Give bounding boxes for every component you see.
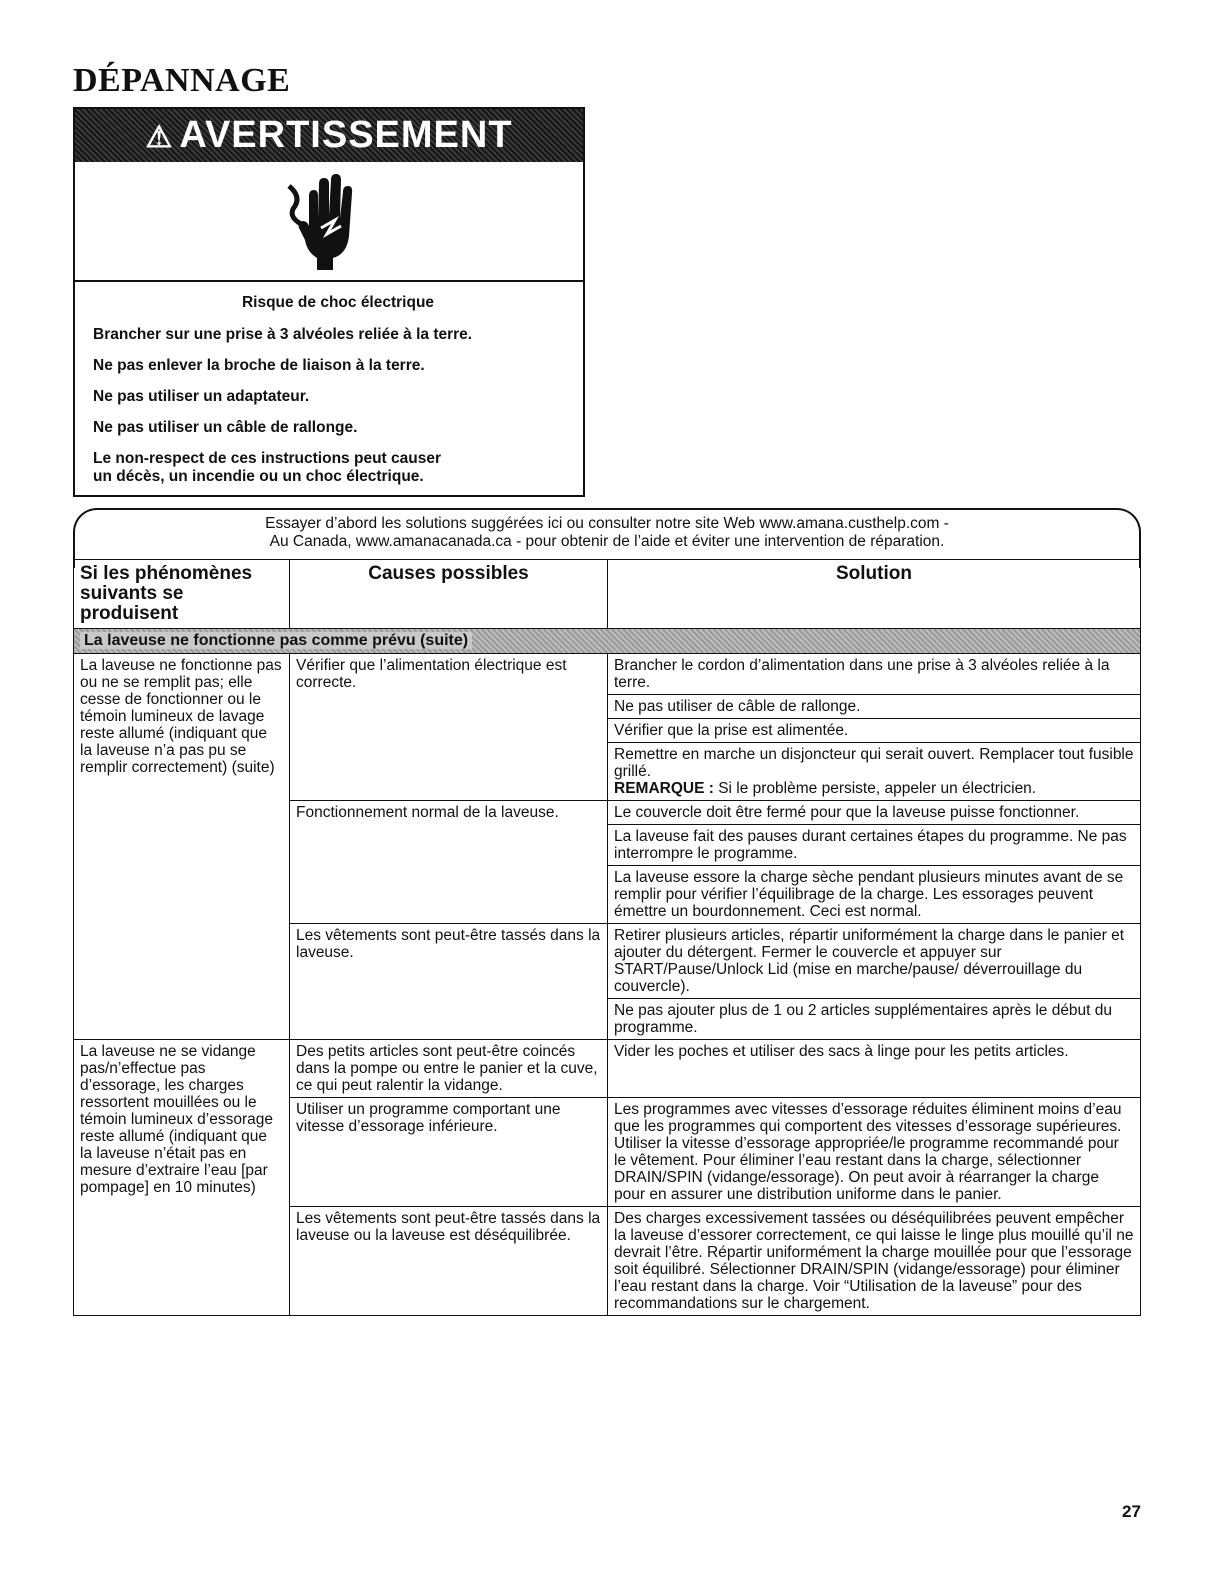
intro-text xyxy=(73,515,1141,551)
solution-cell: Ne pas utiliser de câble de rallonge. xyxy=(608,695,1141,719)
cause-cell: Les vêtements sont peut-être tassés dans la laveuse. xyxy=(290,924,608,1040)
header-problem-line: suivants se produisent xyxy=(80,583,184,624)
note-label: REMARQUE : xyxy=(614,780,714,797)
solution-cell: Retirer plusieurs articles, répartir uniformément la charge dans le panier et ajouter du détergent. Fermer le couvercle et appuyer sur START/Pause/Unlock Lid (mise en marche/pause/ déverrouillage du couvercle). xyxy=(608,924,1141,999)
table-header-row xyxy=(74,560,1141,629)
table-row xyxy=(74,1040,1141,1098)
warning-header xyxy=(75,109,583,162)
section-title xyxy=(74,629,1141,654)
warning-line: Le non-respect de ces instructions peut causer xyxy=(93,450,441,467)
solution-cell: La laveuse essore la charge sèche pendant plusieurs minutes avant de se remplir pour vérifier l’équilibrage de la charge. Les essorages peuvent émettre un bourdonnement. Ceci est normal. xyxy=(608,866,1141,924)
electric-shock-hand-icon xyxy=(75,162,583,282)
page-title: DÉPANNAGE xyxy=(73,62,291,99)
header-problem-line: Si les phénomènes xyxy=(80,563,253,584)
solution-cell: Des charges excessivement tassées ou déséquilibrées peuvent empêcher la laveuse d’essorer correctement, ce qui laisse le linge plus mouillé qu’il ne devrait l’être. Répartir uniformément la charge mouillée pour que l’essorage soit équilibré. Sélectionner DRAIN/SPIN (vidange/essorage) pour éliminer l’eau restant dans la charge. Voir “Utilisation de la laveuse” pour des recommandations sur le chargement. xyxy=(608,1207,1141,1316)
warning-line: Ne pas utiliser un câble de rallonge. xyxy=(93,419,358,436)
note-text: Si le problème persiste, appeler un électricien. xyxy=(713,780,1037,797)
warning-text xyxy=(75,282,583,486)
problem-cell: La laveuse ne fonctionne pas ou ne se remplit pas; elle cesse de fonctionner ou le témoin lumineux de lavage reste allumé (indiquant que la laveuse n’a pas pu se remplir correctement) (suite) xyxy=(74,654,290,1040)
warning-box xyxy=(73,107,585,497)
problem-cell: La laveuse ne se vidange pas/n’effectue pas d’essorage, les charges ressortent mouillées ou le témoin lumineux d’essorage reste allumé (indiquant que la laveuse n’était pas en mesure d’extraire l’eau [par pompage] en 10 minutes) xyxy=(74,1040,290,1316)
solution-cell xyxy=(608,743,1141,801)
solution-cell: Les programmes avec vitesses d’essorage réduites éliminent moins d’eau que les programmes qui comportent des vitesses d’essorage supérieures. Utiliser la vitesse d’essorage appropriée/le programme recommandé pour le vêtement. Pour éliminer l’eau restant dans la charge, sélectionner DRAIN/SPIN (vidange/essorage). On peut avoir à réarranger la charge pour en assurer une distribution uniforme dans le panier. xyxy=(608,1098,1141,1207)
cause-cell: Des petits articles sont peut-être coincés dans la pompe ou entre le panier et la cuve, ce qui peut ralentir la vidange. xyxy=(290,1040,608,1098)
solution-cell: Ne pas ajouter plus de 1 ou 2 articles supplémentaires après le début du programme. xyxy=(608,999,1141,1040)
intro-line: Essayer d’abord les solutions suggérées ici ou consulter notre site Web www.amana.custhelp.com - xyxy=(265,515,949,532)
solution-cell: Vérifier que la prise est alimentée. xyxy=(608,719,1141,743)
table-row xyxy=(74,654,1141,695)
warning-line: Ne pas utiliser un adaptateur. xyxy=(93,388,310,405)
warning-line: un décès, un incendie ou un choc électrique. xyxy=(93,468,424,485)
cause-cell: Vérifier que l’alimentation électrique est correcte. xyxy=(290,654,608,801)
warning-triangle-icon: ⚠ xyxy=(145,121,174,154)
section-title-label: La laveuse ne fonctionne pas comme prévu (suite) xyxy=(80,632,472,649)
warning-line: Brancher sur une prise à 3 alvéoles reliée à la terre. xyxy=(93,326,473,343)
solution-cell: La laveuse fait des pauses durant certaines étapes du programme. Ne pas interrompre le programme. xyxy=(608,825,1141,866)
section-row xyxy=(74,629,1141,654)
solution-cell: Le couvercle doit être fermé pour que la laveuse puisse fonctionner. xyxy=(608,801,1141,825)
solution-text: Remettre en marche un disjoncteur qui serait ouvert. Remplacer tout fusible grillé. xyxy=(614,746,1134,780)
warning-header-label: AVERTISSEMENT xyxy=(179,114,513,156)
solution-cell: Brancher le cordon d’alimentation dans une prise à 3 alvéoles reliée à la terre. xyxy=(608,654,1141,695)
header-causes: Causes possibles xyxy=(290,560,608,629)
warning-line: Ne pas enlever la broche de liaison à la terre. xyxy=(93,357,425,374)
intro-line: Au Canada, www.amanacanada.ca - pour obtenir de l’aide et éviter une intervention de réparation. xyxy=(269,533,945,550)
header-solution: Solution xyxy=(608,560,1141,629)
header-problem xyxy=(74,560,290,629)
cause-cell: Fonctionnement normal de la laveuse. xyxy=(290,801,608,924)
solution-cell: Vider les poches et utiliser des sacs à linge pour les petits articles. xyxy=(608,1040,1141,1098)
cause-cell: Les vêtements sont peut-être tassés dans la laveuse ou la laveuse est déséquilibrée. xyxy=(290,1207,608,1316)
page-number: 27 xyxy=(1122,1502,1141,1521)
warning-risk: Risque de choc électrique xyxy=(241,294,435,311)
troubleshooting-table xyxy=(73,559,1141,1316)
cause-cell: Utiliser un programme comportant une vitesse d’essorage inférieure. xyxy=(290,1098,608,1207)
